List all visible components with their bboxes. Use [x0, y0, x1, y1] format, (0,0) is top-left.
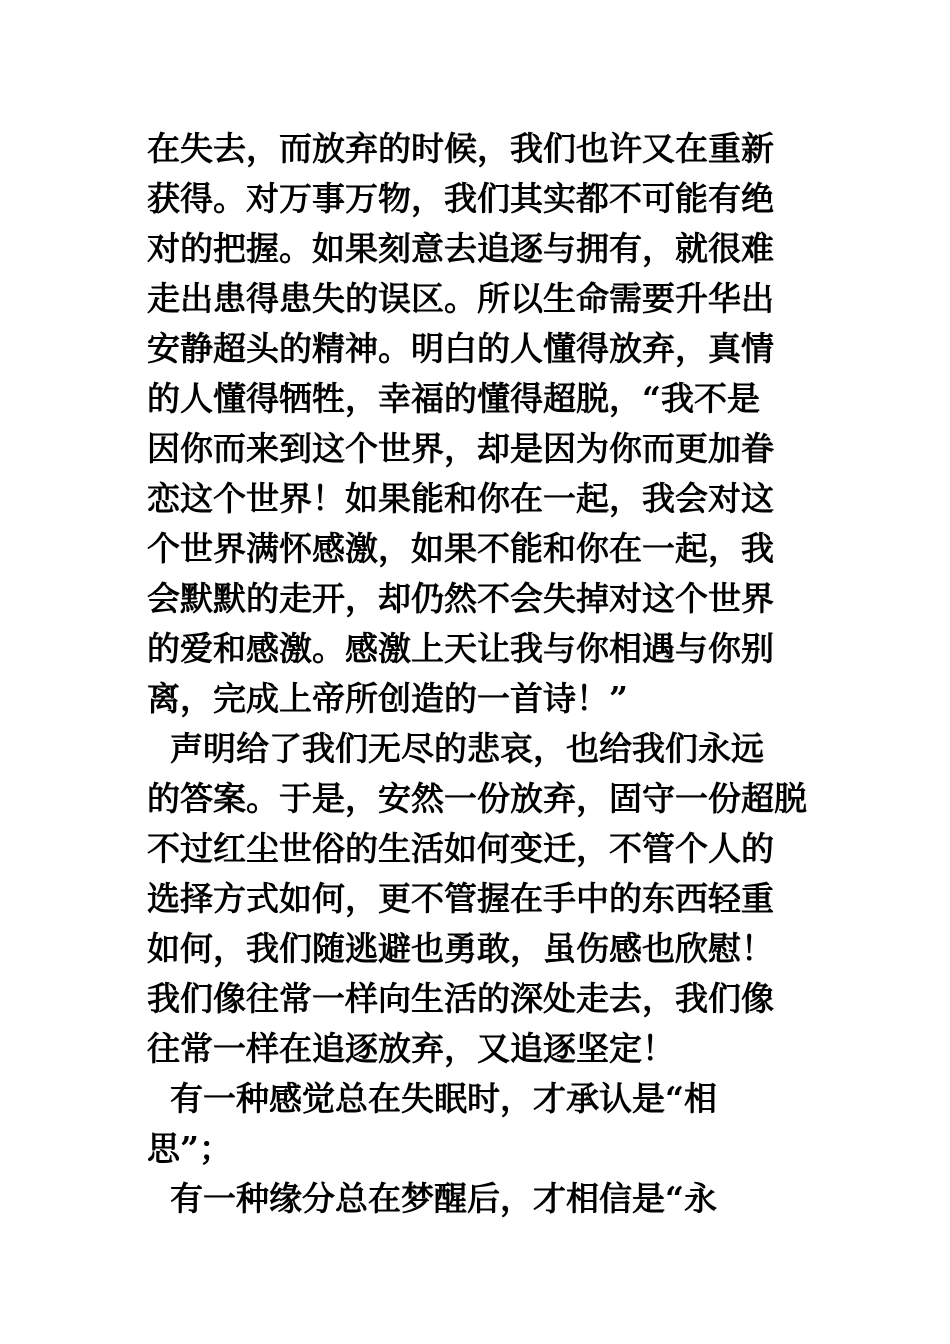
- text-line: 走出患得患失的误区。所以生命需要升华出: [147, 279, 774, 318]
- text-line: 不过红尘世俗的生活如何变迁，不管个人的: [147, 829, 774, 868]
- text-line: 恋这个世界！如果能和你在一起，我会对这: [147, 479, 774, 518]
- text-line: 安静超头的精神。明白的人懂得放弃，真情: [147, 329, 774, 368]
- text-line: 获得。对万事万物，我们其实都不可能有绝: [147, 179, 774, 218]
- text-line: 的爱和感激。感激上天让我与你相遇与你别: [147, 629, 774, 668]
- text-line: 因你而来到这个世界，却是因为你而更加眷: [147, 429, 774, 468]
- text-line: 会默默的走开，却仍然不会失掉对这个世界: [147, 579, 774, 618]
- text-line: 在失去，而放弃的时候，我们也许又在重新: [147, 129, 774, 168]
- text-line: 的人懂得牺牲，幸福的懂得超脱，“我不是: [147, 379, 760, 418]
- text-line: 离，完成上帝所创造的一首诗！”: [147, 679, 628, 718]
- text-line: 我们像往常一样向生活的深处走去，我们像: [147, 979, 774, 1018]
- body-text: [147, 124, 807, 1224]
- text-line: 声明给了我们无尽的悲哀，也给我们永远: [147, 729, 764, 768]
- text-line: 思”；: [147, 1129, 232, 1168]
- text-line: 往常一样在追逐放弃，又追逐坚定！: [147, 1029, 675, 1068]
- text-line: 选择方式如何，更不管握在手中的东西轻重: [147, 879, 774, 918]
- text-line: 个世界满怀感激，如果不能和你在一起，我: [147, 529, 774, 568]
- text-line: 有一种感觉总在失眠时，才承认是“相: [147, 1079, 717, 1118]
- text-line: 有一种缘分总在梦醒后，才相信是“永: [147, 1179, 717, 1218]
- text-line: 的答案。于是，安然一份放弃，固守一份超脱: [147, 779, 807, 818]
- text-line: 如何，我们随逃避也勇敢，虽伤感也欣慰！: [147, 929, 774, 968]
- text-line: 对的把握。如果刻意去追逐与拥有，就很难: [147, 229, 774, 268]
